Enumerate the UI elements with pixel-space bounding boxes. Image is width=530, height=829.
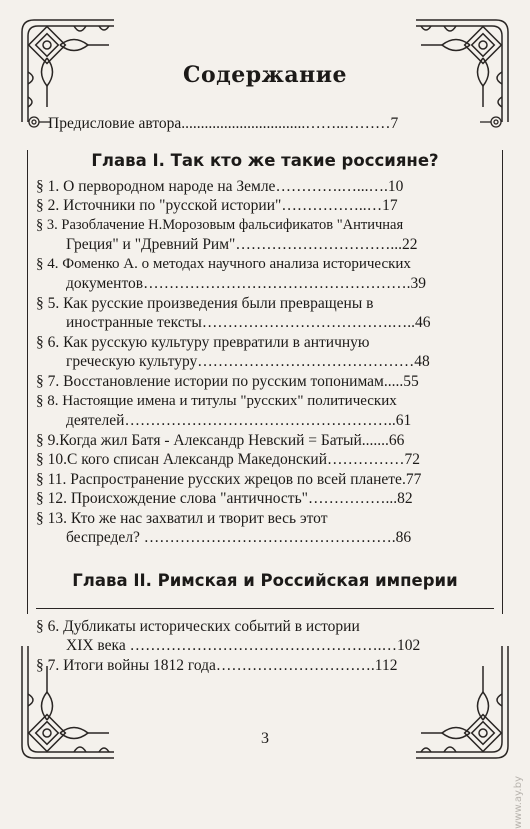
toc-preface: Предисловие автора................................……..………7 [48,115,399,132]
chapter-1-heading: Глава I. Так кто же такие россияне? [91,151,439,170]
preface-right-ornament-icon [480,112,504,132]
toc-line: беспредел? ………………………………………….86 [66,529,412,546]
chapter-2-divider [36,608,494,609]
toc-line: § 4. Фоменко А. о методах научного анализа исторических [36,256,411,272]
toc-line: иностранные тексты……………………………….…..46 [66,314,431,331]
toc-line: § 7. Итоги войны 1812 года………………………….112 [36,657,398,674]
toc-line: деятелей……………………………………………..61 [66,412,412,429]
toc-line: § 12. Происхождение слова "античность"……………...82 [36,490,413,507]
chapter-2-heading: Глава II. Римская и Российская империи [72,571,458,590]
toc-line: § 10.С кого списан Александр Македонский……………72 [36,451,421,468]
toc-line: § 11. Распространение русских жрецов по всей планете.77 [36,471,422,488]
preface-left-ornament-icon [26,112,50,132]
toc-line: § 8. Настоящие имена и титулы "русских" политических [36,393,397,409]
toc-line: § 9.Когда жил Батя - Александр Невский = Батый.......66 [36,432,405,449]
toc-line: § 2. Источники по "русской истории"……………..…17 [36,197,398,214]
page-title: Содержание [182,62,348,88]
watermark: www.ay.by [513,776,524,829]
right-border-line [502,150,503,614]
toc-line: § 6. Дубликаты исторических событий в истории [36,618,360,635]
toc-line: § 13. Кто же нас захватил и творит весь этот [36,510,328,527]
toc-line: § 7. Восстановление истории по русским топонимам.....55 [36,373,419,390]
left-border-line [27,150,28,614]
toc-line: § 1. О первородном народе на Земле………….…...….10 [36,178,404,195]
toc-line: § 6. Как русскую культуру превратили в античную [36,334,370,351]
toc-line: Греция" и "Древний Рим"…………………………...22 [66,236,418,253]
page-number: 3 [261,730,269,747]
toc-line: XIX века ………………………………………….…102 [66,637,421,654]
toc-line: § 5. Как русские произведения были превращены в [36,295,374,312]
toc-line: документов…………………………………………….39 [66,275,426,292]
toc-line: греческую культуру……………………………………48 [66,353,430,370]
toc-line: § 3. Разоблачение Н.Морозовым фальсификатов "Античная [36,217,404,233]
